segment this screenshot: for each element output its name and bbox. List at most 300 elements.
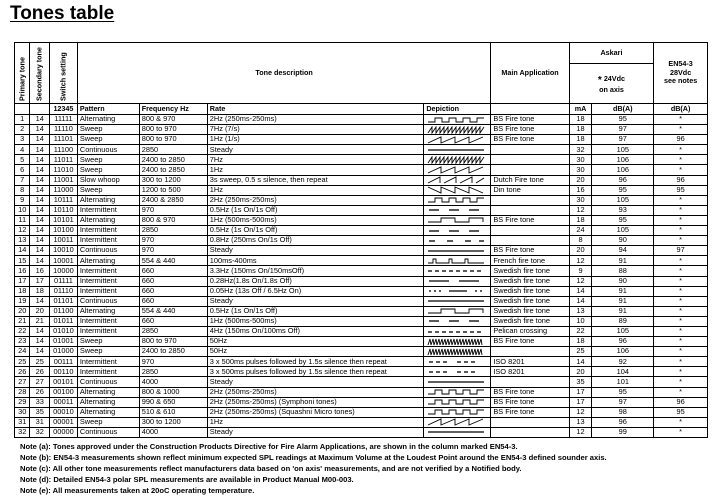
current-cell: 16 [569,185,592,195]
secondary-tone-cell: 33 [30,397,50,407]
header-primary-tone: Primary tone [15,43,30,104]
current-cell: 24 [569,226,592,236]
note-line: Note (a): Tones approved under the Construction Products Directive for Fire Alarm Applications, are shown in the column marked EN54-3. [20,442,518,451]
application-cell [491,195,569,205]
frequency-cell: 970 [139,205,207,215]
primary-tone-cell: 31 [15,417,30,427]
switch-setting-cell: 10001 [50,256,78,266]
rate-cell: Steady [207,296,424,306]
askari-dba-cell: 105 [592,226,654,236]
pattern-cell: Alternating [77,397,139,407]
depiction-dash-icon [426,206,486,214]
depiction-cell [424,175,491,185]
en54-dba-cell: * [654,256,708,266]
frequency-cell: 300 to 1200 [139,175,207,185]
table-row [15,347,708,357]
pattern-cell: Sweep [77,135,139,145]
secondary-tone-cell: 14 [30,125,50,135]
switch-setting-cell: 11011 [50,155,78,165]
frequency-cell: 800 to 970 [139,125,207,135]
depiction-sawfast-icon [426,126,486,134]
en54-dba-cell: * [654,125,708,135]
header-ma: mA [569,104,592,115]
application-cell: BS Fire tone [491,115,569,125]
header-en54-line2: 28Vdc [670,67,692,77]
application-cell: BS Fire tone [491,125,569,135]
depiction-square-icon [426,408,486,416]
switch-setting-cell: 01001 [50,337,78,347]
current-cell: 25 [569,347,592,357]
depiction-cell [424,276,491,286]
table-row [15,165,708,175]
depiction-cell [424,256,491,266]
askari-dba-cell: 97 [592,135,654,145]
header-pattern: Pattern [77,104,139,115]
depiction-cell [424,347,491,357]
depiction-whoop-icon [426,176,486,184]
askari-dba-cell: 95 [592,115,654,125]
secondary-tone-cell: 14 [30,246,50,256]
current-cell: 12 [569,256,592,266]
header-dba-askari: dB(A) [592,104,654,115]
en54-dba-cell: * [654,115,708,125]
application-cell [491,377,569,387]
rate-cell: 7Hz [207,155,424,165]
primary-tone-cell: 14 [15,246,30,256]
primary-tone-cell: 17 [15,276,30,286]
application-cell [491,417,569,427]
current-cell: 20 [569,175,592,185]
table-row [15,296,708,306]
switch-setting-cell: 00000 [50,427,78,437]
depiction-cell [424,316,491,326]
switch-setting-cell: 01000 [50,347,78,357]
askari-dba-cell: 88 [592,266,654,276]
rate-cell: 100ms-400ms [207,256,424,266]
application-cell [491,347,569,357]
rate-cell: Steady [207,427,424,437]
table-row [15,367,708,377]
askari-dba-cell: 106 [592,165,654,175]
application-cell: Swedish fire tone [491,306,569,316]
secondary-tone-cell: 14 [30,256,50,266]
depiction-dashshort-icon [426,237,486,245]
primary-tone-cell: 18 [15,286,30,296]
depiction-steady-icon [426,297,486,305]
depiction-dash3-icon [426,358,486,366]
application-cell [491,427,569,437]
depiction-square-icon [426,388,486,396]
en54-dba-cell: * [654,367,708,377]
secondary-tone-cell: 14 [30,337,50,347]
en54-dba-cell: * [654,377,708,387]
current-cell: 12 [569,276,592,286]
switch-setting-cell: 11010 [50,165,78,175]
primary-tone-cell: 3 [15,135,30,145]
secondary-tone-cell: 14 [30,205,50,215]
askari-dba-cell: 97 [592,397,654,407]
secondary-tone-cell: 27 [30,377,50,387]
rate-cell: 2Hz (250ms-250ms) [207,115,424,125]
pattern-cell: Sweep [77,337,139,347]
application-cell: BS Fire tone [491,337,569,347]
pattern-cell: Continuous [77,145,139,155]
primary-tone-cell: 1 [15,115,30,125]
primary-tone-cell: 19 [15,296,30,306]
frequency-cell: 554 & 440 [139,306,207,316]
en54-dba-cell: * [654,205,708,215]
askari-dba-cell: 93 [592,205,654,215]
secondary-tone-cell: 26 [30,387,50,397]
en54-dba-cell: * [654,286,708,296]
table-row [15,306,708,316]
primary-tone-cell: 7 [15,175,30,185]
table-row [15,236,708,246]
current-cell: 18 [569,135,592,145]
table-row [15,377,708,387]
current-cell: 30 [569,195,592,205]
switch-setting-cell: 00101 [50,377,78,387]
current-cell: 12 [569,205,592,215]
secondary-tone-cell: 32 [30,427,50,437]
en54-dba-cell: * [654,326,708,336]
depiction-square-icon [426,196,486,204]
primary-tone-cell: 8 [15,185,30,195]
depiction-sawdense-icon [426,338,486,346]
table-row [15,316,708,326]
depiction-squarewide-icon [426,216,486,224]
en54-dba-cell: * [654,215,708,225]
rate-cell: 1Hz [207,165,424,175]
pattern-cell: Sweep [77,155,139,165]
frequency-cell: 2850 [139,367,207,377]
en54-dba-cell: 95 [654,185,708,195]
header-main-application: Main Application [491,43,569,104]
application-cell: BS Fire tone [491,135,569,145]
en54-dba-cell: * [654,357,708,367]
frequency-cell: 300 to 1200 [139,417,207,427]
pattern-cell: Slow whoop [77,175,139,185]
table-row [15,175,708,185]
application-cell: BS Fire tone [491,215,569,225]
header-secondary-tone: Secondary tone [30,43,50,104]
application-cell [491,145,569,155]
switch-setting-cell: 00100 [50,387,78,397]
application-cell [491,155,569,165]
depiction-pulsealt-icon [426,257,486,265]
primary-tone-cell: 11 [15,215,30,225]
rate-cell: 0.5Hz (1s On/1s Off) [207,205,424,215]
primary-tone-cell: 20 [15,306,30,316]
depiction-cell [424,387,491,397]
application-cell: BS Fire tone [491,397,569,407]
pattern-cell: Sweep [77,417,139,427]
primary-tone-cell: 28 [15,387,30,397]
askari-dba-cell: 91 [592,286,654,296]
depiction-square-icon [426,398,486,406]
depiction-sawdown-icon [426,186,486,194]
current-cell: 12 [569,427,592,437]
switch-setting-cell: 01110 [50,286,78,296]
secondary-tone-cell: 14 [30,347,50,357]
askari-dba-cell: 90 [592,236,654,246]
switch-setting-cell: 11000 [50,185,78,195]
rate-cell: 0.5Hz (1s On/1s Off) [207,306,424,316]
primary-tone-cell: 25 [15,357,30,367]
en54-dba-cell: * [654,417,708,427]
primary-tone-cell: 10 [15,205,30,215]
askari-dba-cell: 99 [592,427,654,437]
primary-tone-cell: 9 [15,195,30,205]
current-cell: 12 [569,407,592,417]
rate-cell: 0.05Hz (13s Off / 6.5Hz On) [207,286,424,296]
application-cell: ISO 8201 [491,357,569,367]
pattern-cell: Sweep [77,347,139,357]
depiction-square-icon [426,116,486,124]
application-cell: Dutch Fire tone [491,175,569,185]
depiction-cell [424,145,491,155]
depiction-cell [424,337,491,347]
secondary-tone-cell: 14 [30,145,50,155]
application-cell: BS Fire tone [491,387,569,397]
table-row [15,195,708,205]
frequency-cell: 800 & 970 [139,115,207,125]
pattern-cell: Alternating [77,306,139,316]
rate-cell: Steady [207,145,424,155]
depiction-dashfine-icon [426,328,486,336]
application-cell: Din tone [491,185,569,195]
pattern-cell: Continuous [77,427,139,437]
frequency-cell: 800 & 1000 [139,387,207,397]
application-cell: Pelican crossing [491,326,569,336]
depiction-steady-icon [426,247,486,255]
header-tone-description: Tone description [77,43,490,104]
primary-tone-cell: 5 [15,155,30,165]
switch-setting-cell: 11001 [50,175,78,185]
switch-setting-cell: 11110 [50,125,78,135]
primary-tone-cell: 29 [15,397,30,407]
depiction-cell [424,306,491,316]
secondary-tone-cell: 14 [30,236,50,246]
frequency-cell: 660 [139,286,207,296]
pattern-cell: Alternating [77,195,139,205]
primary-tone-cell: 13 [15,236,30,246]
rate-cell: 3 x 500ms pulses followed by 1.5s silence then repeat [207,367,424,377]
en54-dba-cell: * [654,165,708,175]
askari-dba-cell: 98 [592,407,654,417]
askari-dba-cell: 105 [592,145,654,155]
switch-setting-cell: 01011 [50,316,78,326]
depiction-cell [424,195,491,205]
depiction-dash3-icon [426,368,486,376]
table-row [15,155,708,165]
secondary-tone-cell: 17 [30,276,50,286]
table-row [15,226,708,236]
table-row [15,266,708,276]
table-row [15,135,708,145]
en54-dba-cell: * [654,427,708,437]
secondary-tone-cell: 18 [30,286,50,296]
rate-cell: 1Hz (500ms-500ms) [207,316,424,326]
header-askari-sub [569,64,654,104]
frequency-cell: 4000 [139,427,207,437]
askari-dba-cell: 91 [592,306,654,316]
header-depiction: Depiction [424,104,491,115]
current-cell: 13 [569,417,592,427]
frequency-cell: 4000 [139,377,207,387]
table-row [15,407,708,417]
frequency-cell: 660 [139,266,207,276]
frequency-cell: 2400 to 2850 [139,347,207,357]
primary-tone-cell: 4 [15,145,30,155]
frequency-cell: 2850 [139,226,207,236]
rate-cell: Steady [207,246,424,256]
header-frequency: Frequency Hz [139,104,207,115]
rate-cell: 3 x 500ms pulses followed by 1.5s silence then repeat [207,357,424,367]
rate-cell: 2Hz (250ms-250ms) (Symphoni tones) [207,397,424,407]
frequency-cell: 660 [139,276,207,286]
askari-dba-cell: 91 [592,296,654,306]
depiction-sawdense-icon [426,348,486,356]
notes [20,441,607,496]
en54-dba-cell: * [654,296,708,306]
pattern-cell: Intermittent [77,367,139,377]
rate-cell: 50Hz [207,337,424,347]
current-cell: 20 [569,246,592,256]
application-cell: Swedish fire tone [491,276,569,286]
current-cell: 17 [569,387,592,397]
current-cell: 8 [569,236,592,246]
switch-setting-cell: 11100 [50,145,78,155]
pattern-cell: Alternating [77,215,139,225]
frequency-cell: 2400 to 2850 [139,155,207,165]
askari-dba-cell: 96 [592,417,654,427]
switch-setting-cell: 11101 [50,135,78,145]
switch-setting-cell: 10011 [50,236,78,246]
frequency-cell: 660 [139,316,207,326]
en54-dba-cell: * [654,337,708,347]
frequency-cell: 1200 to 500 [139,185,207,195]
current-cell: 9 [569,266,592,276]
table-row [15,205,708,215]
application-cell [491,165,569,175]
application-cell: Swedish fire tone [491,316,569,326]
askari-dba-cell: 95 [592,185,654,195]
secondary-tone-cell: 14 [30,215,50,225]
depiction-cell [424,357,491,367]
switch-setting-cell: 11111 [50,115,78,125]
switch-setting-cell: 10111 [50,195,78,205]
primary-tone-cell: 30 [15,407,30,417]
rate-cell: 1Hz [207,185,424,195]
askari-dba-cell: 96 [592,175,654,185]
en54-dba-cell: * [654,155,708,165]
rate-cell: 1Hz (1/s) [207,135,424,145]
pattern-cell: Alternating [77,115,139,125]
depiction-steady-icon [426,428,486,436]
table-row [15,215,708,225]
current-cell: 18 [569,215,592,225]
header-dba-en54: dB(A) [654,104,708,115]
pattern-cell: Sweep [77,125,139,135]
rate-cell: 0.28Hz(1.8s On/1.8s Off) [207,276,424,286]
current-cell: 17 [569,397,592,407]
application-cell [491,236,569,246]
rate-cell: 7Hz (7/s) [207,125,424,135]
primary-tone-cell: 32 [15,427,30,437]
table-row [15,145,708,155]
depiction-cell [424,397,491,407]
depiction-sawfast-icon [426,156,486,164]
table-row [15,276,708,286]
depiction-saw-icon [426,418,486,426]
rate-cell: 2Hz (250ms-250ms) (Squashni Micro tones) [207,407,424,417]
header-rate: Rate [207,104,424,115]
en54-dba-cell: * [654,276,708,286]
en54-dba-cell: * [654,387,708,397]
depiction-dashlongdot-icon [426,287,486,295]
pattern-cell: Continuous [77,296,139,306]
askari-dba-cell: 96 [592,337,654,347]
rate-cell: 3s sweep, 0.5 s silence, then repeat [207,175,424,185]
current-cell: 14 [569,296,592,306]
frequency-cell: 554 & 440 [139,256,207,266]
switch-setting-cell: 00001 [50,417,78,427]
depiction-steady-icon [426,146,486,154]
note-line: Note (d): Detailed EN54-3 polar SPL measurements are available in Product Manual M00-003. [20,475,354,484]
pattern-cell: Alternating [77,387,139,397]
rate-cell: 50Hz [207,347,424,357]
en54-dba-cell: 96 [654,397,708,407]
primary-tone-cell: 16 [15,266,30,276]
askari-dba-cell: 97 [592,125,654,135]
pattern-cell: Sweep [77,165,139,175]
tones-table [14,42,708,438]
current-cell: 14 [569,357,592,367]
frequency-cell: 800 & 970 [139,215,207,225]
secondary-tone-cell: 14 [30,296,50,306]
pattern-cell: Intermittent [77,205,139,215]
current-cell: 14 [569,286,592,296]
depiction-cell [424,377,491,387]
secondary-tone-cell: 14 [30,185,50,195]
header-askari: Askari [569,43,654,64]
primary-tone-cell: 6 [15,165,30,175]
secondary-tone-cell: 35 [30,407,50,417]
frequency-cell: 990 & 650 [139,397,207,407]
current-cell: 32 [569,145,592,155]
rate-cell: 1Hz (500ms-500ms) [207,215,424,225]
pattern-cell: Intermittent [77,357,139,367]
current-cell: 18 [569,115,592,125]
switch-setting-cell: 00010 [50,407,78,417]
secondary-tone-cell: 14 [30,326,50,336]
current-cell: 22 [569,326,592,336]
switch-setting-cell: 10100 [50,226,78,236]
header-en54 [654,43,708,104]
primary-tone-cell: 26 [15,367,30,377]
primary-tone-cell: 12 [15,226,30,236]
secondary-tone-cell: 21 [30,316,50,326]
rate-cell: 4Hz (150ms On/100ms Off) [207,326,424,336]
current-cell: 10 [569,316,592,326]
frequency-cell: 970 [139,236,207,246]
askari-on-axis: on axis [599,84,624,94]
application-cell: Swedish fire tone [491,266,569,276]
switch-setting-cell: 00110 [50,367,78,377]
askari-voltage: 24Vdc [603,73,625,83]
depiction-cell [424,115,491,125]
